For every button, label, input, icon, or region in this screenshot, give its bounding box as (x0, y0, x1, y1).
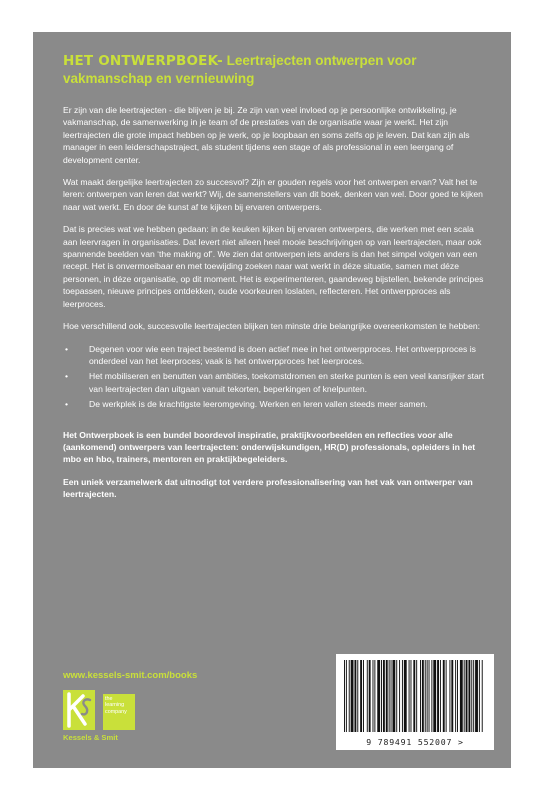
barcode-bar (344, 660, 345, 732)
barcode-bar (457, 660, 458, 732)
barcode-bar (473, 660, 474, 732)
title-line2: vakmanschap en vernieuwing (63, 71, 255, 86)
paragraph-1: Er zijn van die leertrajecten - die blijven je bij. Ze zijn van veel invloed op je persoonlijke ontwikkeling, je vakmanschap, de samenwerking in je team of de prestaties van de organisatie waar je werkt. Het zijn leertrajecten die grote impact hebben op je werk, op je loopbaan en soms zelfs op je leven. Dat kan zijn als manager in een leiderschapstraject, als student tijdens een stage of als professional in een leergang of development center. (63, 105, 470, 165)
barcode-bar (475, 660, 478, 732)
barcode-bar (422, 660, 424, 732)
website-link[interactable]: www.kessels-smit.com/books (63, 670, 198, 681)
barcode-bar (451, 660, 453, 732)
barcode-bar (383, 660, 385, 732)
barcode-bar (431, 660, 432, 732)
paragraph-4: Hoe verschillend ook, succesvolle leertrajecten blijken ten minste drie belangrijke overeenkomsten te hebben: (63, 321, 481, 332)
barcode-bar (433, 660, 436, 732)
barcode-bar (399, 660, 400, 732)
bullet-glyph: • (65, 343, 69, 354)
barcode-bar (351, 660, 354, 732)
publisher-logo (63, 690, 153, 742)
barcode-bar (409, 660, 410, 732)
barcode-bar (369, 660, 371, 732)
barcode-bar (429, 660, 430, 732)
barcode-bar (437, 660, 439, 732)
title-line1: Leertrajecten ontwerpen voor (222, 53, 417, 68)
bullet-item (63, 370, 489, 395)
barcode-bar (391, 660, 392, 732)
bullet-glyph: • (65, 371, 69, 382)
barcode-bar (425, 660, 426, 732)
barcode-bar (346, 660, 347, 732)
bold-paragraph-1: Het Ontwerpboek is een bundel boordevol inspiratie, praktijkvoorbeelden en reflecties voor alle (aankomend) ontwerpers van leertrajecten: onderwijskundigen, HR(D) professionals, opleiders in het mbo en hbo, trainers, mentoren en praktijkbegeleiders. (63, 429, 476, 465)
barcode-bar (468, 660, 470, 732)
bold-paragraph-2: Een uniek verzamelwerk dat uitnodigt tot verdere professionalisering van het vak van ontwerper van leertrajecten. (63, 476, 473, 500)
bullet-glyph: • (65, 399, 69, 410)
barcode-bar (449, 660, 450, 732)
bullet-item (63, 398, 489, 410)
barcode-bar (446, 660, 447, 732)
barcode-bar (363, 660, 364, 732)
ks-mark-icon (63, 690, 95, 730)
logo-tagline: the learning company (103, 694, 135, 730)
barcode-bars (342, 660, 488, 734)
barcode-bar (374, 660, 375, 732)
bullet-list (63, 343, 489, 411)
isbn-number: 9 789491 552007 > (366, 737, 464, 747)
barcode-bar (411, 660, 412, 732)
barcode-bar (479, 660, 480, 732)
barcode-bar (367, 660, 368, 732)
isbn-barcode (336, 654, 494, 750)
barcode-bar (354, 660, 356, 732)
bullet-item (63, 343, 489, 368)
book-title (63, 52, 483, 87)
barcode-bar (389, 660, 390, 732)
barcode-bar (386, 660, 388, 732)
barcode-bar (349, 660, 350, 732)
barcode-bar (392, 660, 395, 732)
barcode-bar (416, 660, 417, 732)
barcode-bar (471, 660, 472, 732)
barcode-bar (464, 660, 465, 732)
barcode-bar (357, 660, 358, 732)
bullet-text: Degenen voor wie een traject bestemd is doen actief mee in het ontwerpproces. Het ontwerpproces is onderdeel van het leerproces; vaak is het ontwerpproces het leerproces. (89, 343, 476, 366)
barcode-bar (377, 660, 380, 732)
barcode-bar (455, 660, 456, 732)
barcode-bar (466, 660, 468, 732)
back-cover (33, 32, 511, 768)
barcode-bar (420, 660, 421, 732)
paragraph-2: Wat maakt dergelijke leertrajecten zo succesvol? Zijn er gouden regels voor het ontwerpen ervan? Valt het te leren: ontwerpen van leren dat werkt? Wij, de samenstellers van dit boek, denken van wel. Door goed te kijken naar wat werkt. En door de kunst af te kijken bij ervaren ontwerpers. (63, 177, 483, 212)
barcode-bar (413, 660, 415, 732)
barcode-bar (404, 660, 407, 732)
barcode-bar (443, 660, 445, 732)
publisher-name: Kessels & Smit (63, 733, 118, 742)
blurb (63, 104, 489, 511)
barcode-bar (460, 660, 463, 732)
barcode-bar (360, 660, 362, 732)
barcode-bar (402, 660, 403, 732)
barcode-bar (373, 660, 374, 732)
title-brand: HET ONTWERPBOEK- (63, 53, 223, 69)
barcode-bar (440, 660, 441, 732)
bullet-text: De werkplek is de krachtigste leeromgeving. Werken en leren vallen steeds meer samen. (89, 399, 428, 410)
paragraph-3: Dat is precies wat we hebben gedaan: in de keuken kijken bij ervaren ontwerpers, die werken met een scala aan leervragen in organisaties. Dat levert niet alleen heel mooie beschrijvingen op van leertrajecten, maar ook spannende beelden van ‘the making of’. We zien dat ontwerpen iets anders is dan het simpel volgen van een recept. Het is onvermoeibaar en met toewijding zoeken naar wat werkt in déze situatie, samen met déze personen, in déze organisatie, op dit moment. Het is experimenteren, gaandeweg bijstellen, bekende principes toepassen, nieuwe principes ontdekken, oude voorkeuren loslaten, reflecteren. Het ontwerpproces als leerproces. (63, 224, 484, 309)
bullet-text: Het mobiliseren en benutten van ambities, toekomstdromen en sterke punten is een veel kansrijker start van leertrajecten dan uitgaan vanuit tekorten, beperkingen of knelpunten. (89, 371, 485, 394)
barcode-bar (396, 660, 397, 732)
barcode-bar (381, 660, 382, 732)
barcode-bar (482, 660, 483, 732)
barcode-bar (427, 660, 428, 732)
